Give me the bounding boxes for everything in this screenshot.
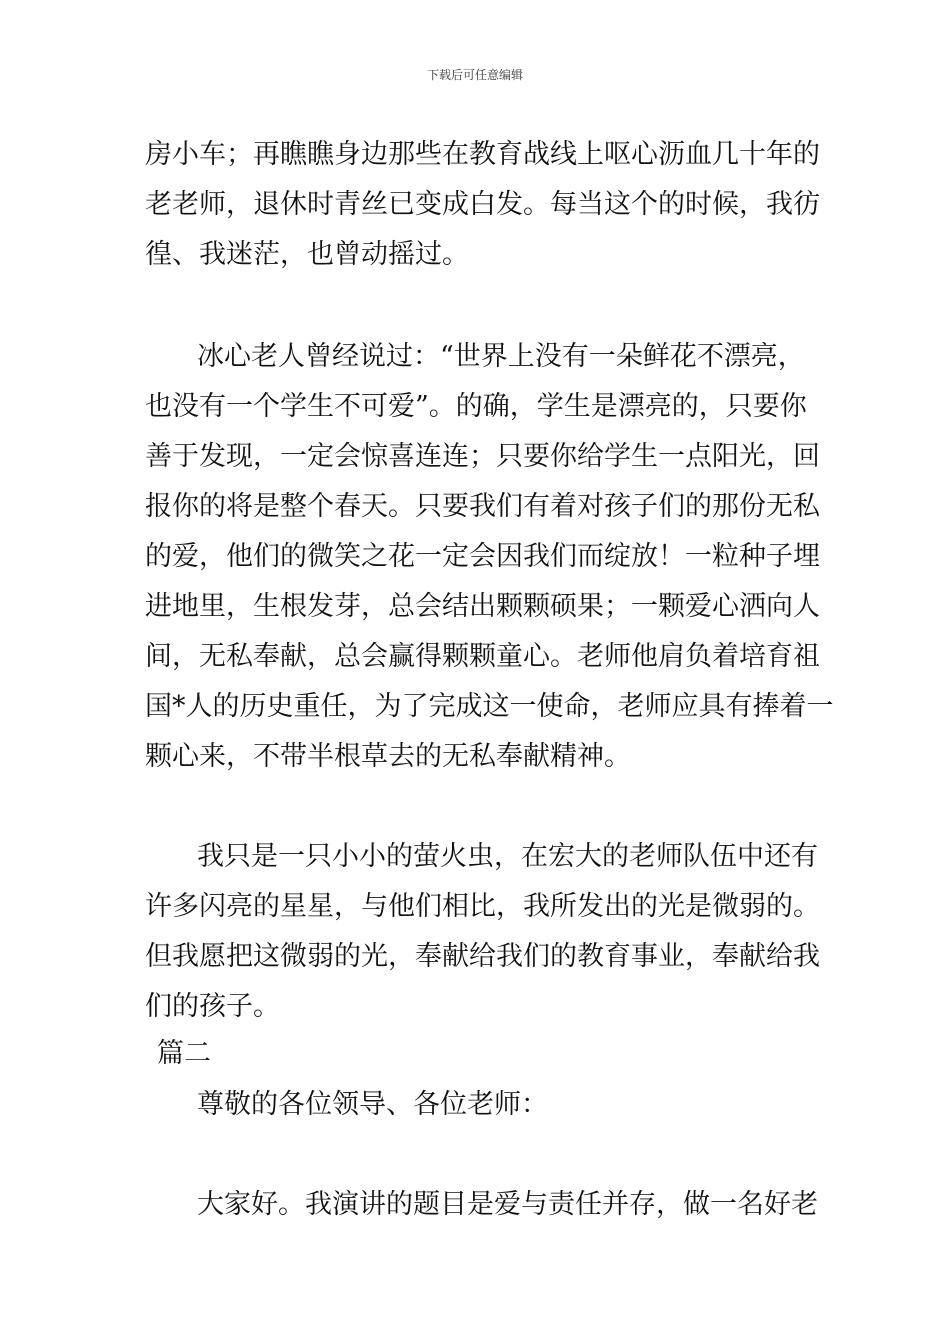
text-line: 颗心来，不带半根草去的无私奉献精神。 bbox=[145, 741, 631, 772]
text-line: 进地里，生根发芽，总会结出颗颗硕果；一颗爱心洒向人 bbox=[145, 591, 820, 622]
text-line: 善于发现，一定会惊喜连连；只要你给学生一点阳光，回 bbox=[145, 441, 820, 472]
text-line: 老老师，退休时青丝已变成白发。每当这个的时候，我彷 bbox=[145, 189, 820, 220]
text-line: 徨、我迷茫，也曾动摇过。 bbox=[145, 239, 469, 270]
text-line: 们的孩子。 bbox=[145, 991, 280, 1022]
text-line: 但我愿把这微弱的光，奉献给我们的教育事业，奉献给我 bbox=[145, 941, 820, 972]
text-line: 也没有一个学生不可爱”。的确，学生是漂亮的，只要你 bbox=[145, 391, 807, 422]
text-line: 报你的将是整个春天。只要我们有着对孩子们的那份无私 bbox=[145, 491, 820, 522]
text-line: 国*人的历史重任，为了完成这一使命，老师应具有捧着一 bbox=[145, 691, 834, 722]
text-line: 我只是一只小小的萤火虫，在宏大的老师队伍中还有 bbox=[197, 841, 818, 872]
text-line: 大家好。我演讲的题目是爱与责任并存，做一名好老 bbox=[197, 1189, 818, 1220]
text-line: 间，无私奉献，总会赢得颗颗童心。老师他肩负着培育祖 bbox=[145, 641, 820, 672]
section-heading: 篇二 bbox=[157, 1038, 211, 1069]
salutation: 尊敬的各位领导、各位老师： bbox=[197, 1089, 548, 1120]
page-header: 下载后可任意编辑 bbox=[426, 68, 523, 82]
text-line: 的爱，他们的微笑之花一定会因我们而绽放！一粒种子埋 bbox=[145, 541, 820, 572]
text-line: 房小车；再瞧瞧身边那些在教育战线上呕心沥血几十年的 bbox=[145, 139, 820, 170]
text-line: 许多闪亮的星星，与他们相比，我所发出的光是微弱的。 bbox=[145, 891, 820, 922]
text-line: 冰心老人曾经说过：“世界上没有一朵鲜花不漂亮， bbox=[197, 341, 805, 372]
